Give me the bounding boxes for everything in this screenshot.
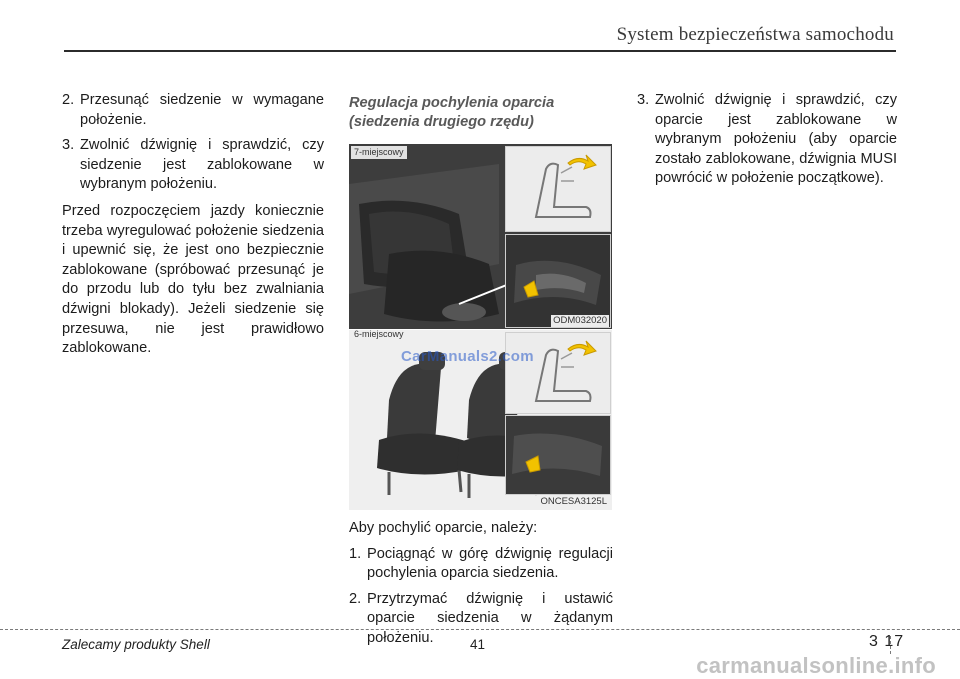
step-number: 1. [349,545,362,562]
left-column [62,91,324,359]
figure-watermark: CarManuals2.com [401,348,534,365]
lever-closeup-image [506,416,610,494]
step-number: 3. [637,92,650,108]
section-heading: Regulacja pochylenia oparcia (siedzenia drugiego rzędu) [349,95,555,130]
seat-recline-icon [506,333,610,413]
section-page-number: 3 17 [869,633,905,650]
step-text: Zwolnić dźwignię i sprawdzić, czy oparcie jest zablokowane w wybranym położeniu (aby oparcie zostało zablokowane, dźwignia MUSI powrócić w położenie początkowe). [655,92,897,187]
six-seat-photo [349,330,612,510]
recline-icon-inset-2 [505,332,611,414]
step-number: 2. [62,92,75,108]
step-item [62,136,324,195]
seven-seat-label: 7-miejscowy [351,146,407,159]
six-seat-label: 6-miejscowy [354,330,404,339]
header-rule [64,50,896,52]
top-figure-code: ODM032020 [553,315,607,326]
step-number: 3. [62,137,75,154]
warning-paragraph: Przed rozpoczęciem jazdy koniecznie trzeba wyregulować położenie siedzenia i upewnić się, że jest ono bezpiecznie zablokowane (spróbować przesunąć je do przodu lub do tyłu bez zwalniania dźwigni blokady). Jeżeli siedzenie się przesuwa, nie jest prawidłowo zablokowane. [62,202,324,357]
recline-icon-inset [505,146,611,232]
step-text: Zwolnić dźwignię i sprawdzić, czy siedzenie jest zablokowane w wybranym położeniu. [80,137,324,193]
lever-closeup-inset [505,234,611,328]
step-text: Przytrzymać dźwignię i ustawić oparcie siedzenia w żądanym położeniu. [367,590,613,646]
footer-rule [0,629,960,630]
footer-slogan: Zalecamy produkty Shell [62,637,210,652]
middle-column [349,94,613,649]
lever-closeup-inset-2 [505,415,611,495]
page-number: 41 [470,637,486,652]
step-number: 2. [349,590,362,607]
step-item [349,545,613,584]
lever-closeup-image [506,235,610,327]
section-title: System bezpieczeństwa samochodu [616,24,894,45]
step-item [62,91,324,130]
bottom-figure-code: ONCESA3125L [540,496,607,507]
seat-illustration [349,144,612,510]
seat-recline-icon [506,147,610,231]
site-watermark: carmanualsonline.info [696,653,936,678]
seven-seat-photo [349,144,612,329]
instructions-intro: Aby pochylić oparcie, należy: [349,520,538,536]
step-text: Przesunąć siedzenie w wymagane położenie. [80,92,324,128]
step-item [637,91,897,189]
step-text: Pociągnąć w górę dźwignię regulacji pochylenia oparcia siedzenia. [367,545,613,582]
right-column [637,91,897,189]
